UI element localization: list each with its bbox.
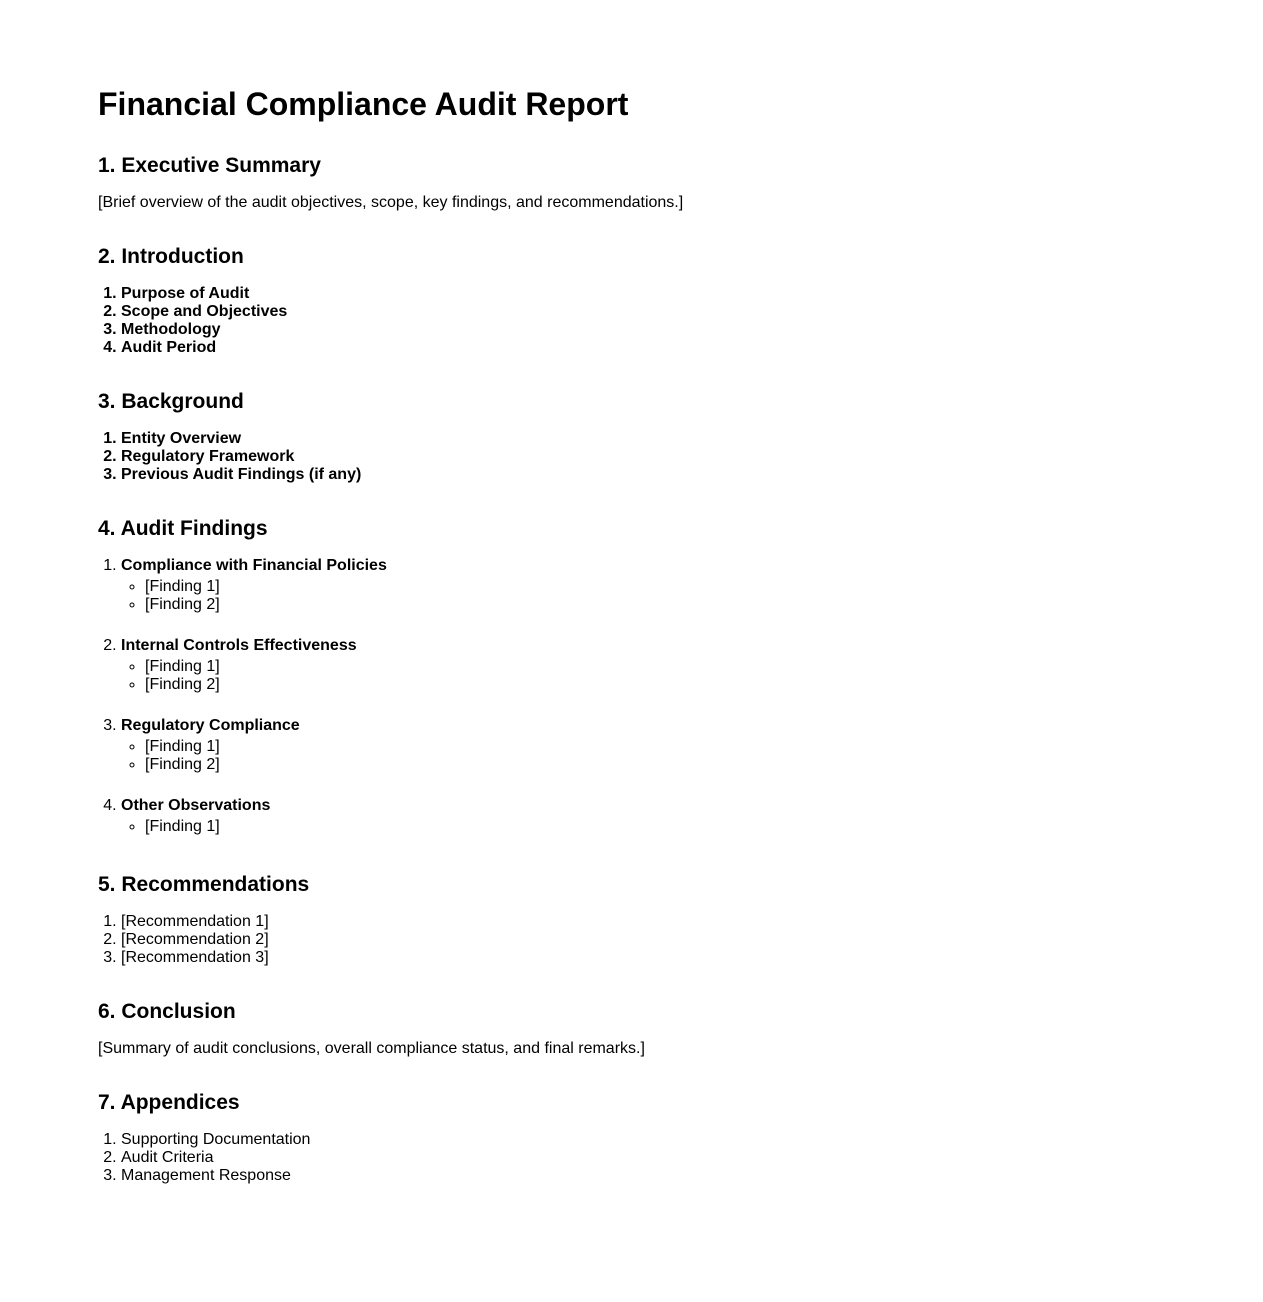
section-heading-executive-summary: 1. Executive Summary: [98, 154, 321, 177]
list-item: 2. Regulatory Framework: [121, 448, 361, 466]
finding-item: ◦ [Finding 1]: [145, 658, 387, 676]
section-heading-appendices: 7. Appendices: [98, 1091, 240, 1114]
finding-item: ◦ [Finding 1]: [145, 738, 387, 756]
section-heading-audit-findings: 4. Audit Findings: [98, 517, 268, 540]
finding-item: ◦ [Finding 2]: [145, 756, 387, 774]
executive-summary-text: [Brief overview of the audit objectives, scope, key findings, and recommendations.]: [98, 194, 684, 211]
findings-list: [121, 818, 387, 836]
audit-findings-list: [98, 557, 387, 836]
finding-group: [121, 637, 387, 694]
finding-item: ◦ [Finding 2]: [145, 596, 387, 614]
page-title: Financial Compliance Audit Report: [98, 86, 629, 122]
list-item: 1. Purpose of Audit: [121, 285, 287, 303]
list-item: 1. [Recommendation 1]: [121, 913, 269, 931]
list-item: 2. [Recommendation 2]: [121, 931, 269, 949]
list-item: 2. Scope and Objectives: [121, 303, 287, 321]
findings-list: [121, 578, 387, 614]
section-heading-background: 3. Background: [98, 390, 244, 413]
finding-item: ◦ [Finding 1]: [145, 818, 387, 836]
finding-group-label: Compliance with Financial Policies: [121, 557, 387, 574]
list-item: 3. Methodology: [121, 321, 287, 339]
finding-group-label: Other Observations: [121, 797, 271, 814]
list-item: 3. [Recommendation 3]: [121, 949, 269, 967]
finding-group: [121, 797, 387, 836]
finding-item: ◦ [Finding 2]: [145, 676, 387, 694]
appendices-list: [98, 1131, 310, 1185]
finding-group: [121, 717, 387, 774]
findings-list: [121, 738, 387, 774]
finding-group: [121, 557, 387, 614]
background-list: [98, 430, 361, 484]
list-item: 1. Supporting Documentation: [121, 1131, 310, 1149]
section-heading-introduction: 2. Introduction: [98, 245, 244, 268]
finding-item: ◦ [Finding 1]: [145, 578, 387, 596]
list-item: 1. Entity Overview: [121, 430, 361, 448]
list-item: 3. Management Response: [121, 1167, 310, 1185]
conclusion-text: [Summary of audit conclusions, overall compliance status, and final remarks.]: [98, 1040, 645, 1057]
section-heading-recommendations: 5. Recommendations: [98, 873, 310, 896]
list-item: 4. Audit Period: [121, 339, 287, 357]
finding-group-label: Regulatory Compliance: [121, 717, 300, 734]
list-item: 3. Previous Audit Findings (if any): [121, 466, 361, 484]
section-heading-conclusion: 6. Conclusion: [98, 1000, 236, 1023]
finding-group-label: Internal Controls Effectiveness: [121, 637, 357, 654]
findings-list: [121, 658, 387, 694]
introduction-list: [98, 285, 287, 357]
recommendations-list: [98, 913, 269, 967]
list-item: 2. Audit Criteria: [121, 1149, 310, 1167]
